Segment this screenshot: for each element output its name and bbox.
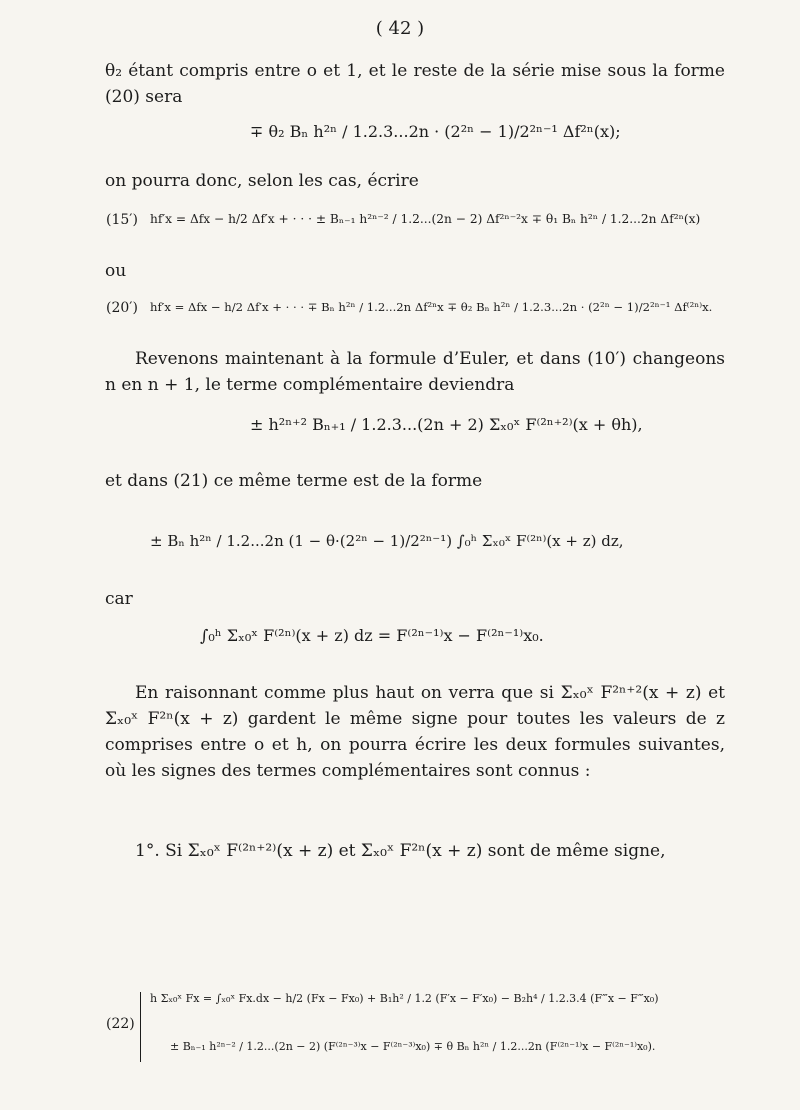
paragraph-case-one: 1°. Si Σₓ₀ˣ F⁽²ⁿ⁺²⁾(x + z) et Σₓ₀ˣ F²ⁿ(x + z) sont de même signe, <box>135 841 666 861</box>
equation-22-label: (22) <box>106 1016 135 1032</box>
equation-22-brace <box>140 992 143 1062</box>
text-car: car <box>105 589 133 609</box>
paragraph-form: et dans (21) ce même terme est de la forme <box>105 471 483 491</box>
paragraph-intro: θ₂ étant compris entre o et 1, et le reste de la série mise sous la forme (20) sera <box>105 61 725 107</box>
text-ou: ou <box>105 261 127 281</box>
equation-22-line-1: h Σₓ₀ˣ Fx = ∫ₓ₀ˣ Fx.dx − h/2 (Fx − Fx₀) + B₁h² / 1.2 (F′x − F′x₀) − B₂h⁴ / 1.2.3.4 (F‴x − F‴x₀) <box>150 992 659 1005</box>
equation-15-label: (15′) <box>106 212 138 228</box>
equation-20-label: (20′) <box>106 300 138 316</box>
paragraph-euler: Revenons maintenant à la formule d’Euler, et dans (10′) changeons n en n + 1, le terme complémentaire deviendra <box>105 349 725 395</box>
equation-22-line-2: ± Bₙ₋₁ h²ⁿ⁻² / 1.2...(2n − 2) (F⁽²ⁿ⁻³⁾x − F⁽²ⁿ⁻³⁾x₀) ∓ θ Bₙ h²ⁿ / 1.2...2n (F⁽²ⁿ⁻¹⁾x − F⁽²ⁿ⁻¹⁾x₀). <box>170 1040 656 1053</box>
equation-form: ± Bₙ h²ⁿ / 1.2...2n (1 − θ·(2²ⁿ − 1)/2²ⁿ⁻¹) ∫₀ʰ Σₓ₀ˣ F⁽²ⁿ⁾(x + z) dz, <box>150 532 624 550</box>
equation-20: hf′x = Δfx − h/2 Δf′x + · · · ∓ Bₙ h²ⁿ / 1.2...2n Δf²ⁿx ∓ θ₂ Bₙ h²ⁿ / 1.2.3...2n · (2²ⁿ − 1)/2²ⁿ⁻¹ Δf⁽²ⁿ⁾x. <box>150 300 713 314</box>
equation-car: ∫₀ʰ Σₓ₀ˣ F⁽²ⁿ⁾(x + z) dz = F⁽²ⁿ⁻¹⁾x − F⁽²ⁿ⁻¹⁾x₀. <box>200 626 544 645</box>
paragraph-write: on pourra donc, selon les cas, écrire <box>105 171 419 191</box>
equation-rest: ∓ θ₂ Bₙ h²ⁿ / 1.2.3...2n · (2²ⁿ − 1)/2²ⁿ⁻¹ Δf²ⁿ(x); <box>250 122 621 141</box>
equation-euler-term: ± h²ⁿ⁺² Bₙ₊₁ / 1.2.3...(2n + 2) Σₓ₀ˣ F⁽²ⁿ⁺²⁾(x + θh), <box>250 415 643 434</box>
paragraph-reasoning: En raisonnant comme plus haut on verra que si Σₓ₀ˣ F²ⁿ⁺²(x + z) et Σₓ₀ˣ F²ⁿ(x + z) gardent le même signe pour toutes les valeurs de z comprises entre o et h, on pourra écrire les deux formules suivantes, où les signes des termes complémentaires sont connus : <box>105 683 725 781</box>
page-number: ( 42 ) <box>375 18 425 39</box>
equation-15: hf′x = Δfx − h/2 Δf′x + · · · ± Bₙ₋₁ h²ⁿ⁻² / 1.2...(2n − 2) Δf²ⁿ⁻²x ∓ θ₁ Bₙ h²ⁿ / 1.2...2n Δf²ⁿ(x) <box>150 212 701 226</box>
